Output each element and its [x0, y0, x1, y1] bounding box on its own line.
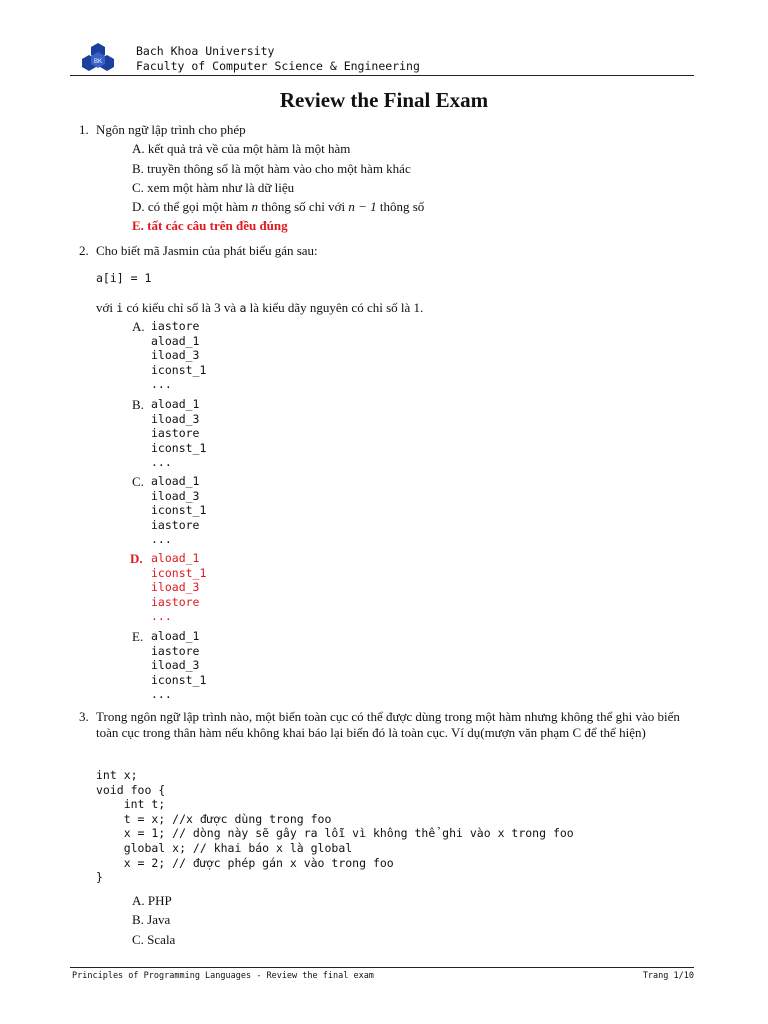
q3-code: int x; void foo { int t; t = x; //x được dùng trong foo x = 1; // dòng này sẽ gây ra lỗi vì không thể ghi vào x trong foo global x; // khai báo x là global x = 2; // được phép gán x vào trong foo }	[96, 768, 574, 885]
q2-option-d-code: aload_1 iconst_1 iload_3 iastore ...	[151, 551, 207, 624]
q2-number: 2.	[79, 243, 89, 258]
q1-option-b: B. truyền thông số là một hàm vào cho một hàm khác	[132, 161, 411, 176]
page-title: Review the Final Exam	[279, 88, 489, 112]
q2-note: với i có kiểu chỉ số là 3 và a là kiểu dãy nguyên có chỉ số là 1.	[96, 300, 424, 315]
faculty-name: Faculty of Computer Science & Engineering	[136, 59, 420, 73]
q2-option-b-code: aload_1 iload_3 iastore iconst_1 ...	[151, 397, 207, 470]
q3-option-c: C. Scala	[132, 932, 176, 947]
q2-text: Cho biết mã Jasmin của phát biểu gán sau:	[96, 243, 318, 258]
header-text	[136, 44, 420, 74]
q2-option-a-code: iastore aload_1 iload_3 iconst_1 ...	[151, 319, 207, 392]
header-rule	[70, 75, 694, 76]
footer-rule	[70, 967, 694, 968]
svg-text:BK: BK	[93, 59, 103, 65]
q1-option-a: A. kết quả trả về của một hàm là một hàm	[132, 141, 351, 156]
footer-course: Principles of Programming Languages - Review the final exam	[72, 971, 374, 981]
q3-text: Trong ngôn ngữ lập trình nào, một biến toàn cục có thể được dùng trong một hàm nhưng không thể ghi vào biến toàn cục trong thân hàm nếu không khai báo lại biến đó là toàn cục. Ví dụ(mượn văn phạm C để thể hiện)	[96, 709, 680, 740]
q2-option-c-code: aload_1 iload_3 iconst_1 iastore ...	[151, 474, 207, 547]
q1-option-d: D. có thể gọi một hàm n thông số chỉ với n − 1 thông số	[132, 199, 425, 214]
q3-option-b: B. Java	[132, 912, 171, 927]
q2-code: a[i] = 1	[96, 271, 152, 285]
q1-option-e-correct: E. tất các câu trên đều đúng	[132, 218, 288, 233]
q1-text: Ngôn ngữ lập trình cho phép	[96, 122, 246, 137]
university-name: Bach Khoa University	[136, 44, 275, 58]
q3-number: 3.	[79, 709, 89, 724]
university-logo	[80, 42, 116, 76]
footer-page-number: Trang 1/10	[642, 971, 694, 981]
q2-option-e-code: aload_1 iastore iload_3 iconst_1 ...	[151, 629, 207, 702]
q1-number: 1.	[79, 122, 89, 137]
q1-option-c: C. xem một hàm như là dữ liệu	[132, 180, 295, 195]
q3-option-a: A. PHP	[132, 893, 172, 908]
